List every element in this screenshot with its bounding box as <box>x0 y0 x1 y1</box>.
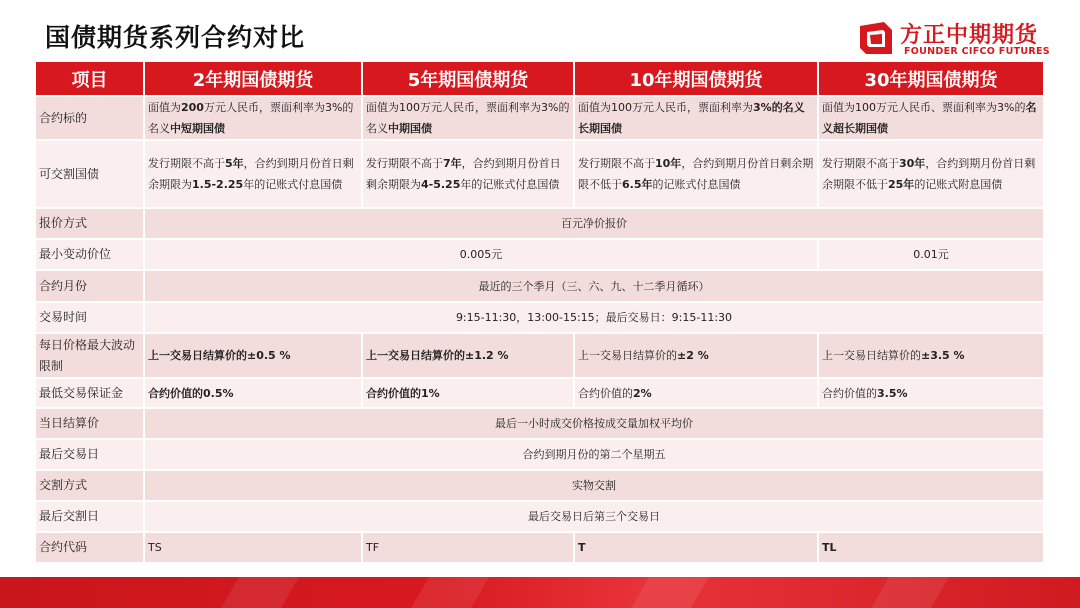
cell-30y: 0.01元 <box>818 239 1044 270</box>
cell-5y: TF <box>362 532 574 562</box>
row-label: 最后交割日 <box>36 501 144 532</box>
header-10y: 10年期国债期货 <box>574 62 818 96</box>
row-label: 最后交易日 <box>36 439 144 470</box>
cell-30y: TL <box>818 532 1044 562</box>
cell-all: 最后一小时成交价格按成交量加权平均价 <box>144 408 1044 439</box>
table-row <box>36 532 1044 562</box>
table-row <box>36 140 1044 208</box>
cell-all: 百元净价报价 <box>144 208 1044 239</box>
cell-10y: T <box>574 532 818 562</box>
cell-5y: 上一交易日结算价的±1.2 % <box>362 333 574 378</box>
row-label: 交割方式 <box>36 470 144 501</box>
cell-2y: TS <box>144 532 362 562</box>
row-label: 合约代码 <box>36 532 144 562</box>
cell-all: 最后交易日后第三个交易日 <box>144 501 1044 532</box>
row-label: 合约月份 <box>36 270 144 302</box>
row-label: 交易时间 <box>36 302 144 333</box>
table-row <box>36 501 1044 532</box>
row-label: 每日价格最大波动限制 <box>36 333 144 378</box>
header-30y: 30年期国债期货 <box>818 62 1044 96</box>
cell-2y-10y: 0.005元 <box>144 239 818 270</box>
row-label: 报价方式 <box>36 208 144 239</box>
cell-10y: 上一交易日结算价的±2 % <box>574 333 818 378</box>
table-row <box>36 96 1044 140</box>
cell-all: 9:15-11:30，13:00-15:15；最后交易日：9:15-11:30 <box>144 302 1044 333</box>
cell-5y: 发行期限不高于7年，合约到期月份首日剩余期限为4-5.25年的记账式付息国债 <box>362 140 574 208</box>
cell-30y: 合约价值的3.5% <box>818 378 1044 408</box>
cell-30y: 上一交易日结算价的±3.5 % <box>818 333 1044 378</box>
cell-2y: 合约价值的0.5% <box>144 378 362 408</box>
cell-all: 合约到期月份的第二个星期五 <box>144 439 1044 470</box>
cell-all: 最近的三个季月（三、六、九、十二季月循环） <box>144 270 1044 302</box>
cell-10y: 面值为100万元人民币，票面利率为3%的名义长期国债 <box>574 96 818 140</box>
row-label: 最低交易保证金 <box>36 378 144 408</box>
contract-comparison-table <box>36 62 1045 562</box>
table-row <box>36 439 1044 470</box>
header-item: 项目 <box>36 62 144 96</box>
row-label: 最小变动价位 <box>36 239 144 270</box>
cell-30y: 面值为100万元人民币、票面利率为3%的名义超长期国债 <box>818 96 1044 140</box>
cell-2y: 上一交易日结算价的±0.5 % <box>144 333 362 378</box>
company-logo <box>858 18 1058 60</box>
table-row <box>36 333 1044 378</box>
cell-2y: 面值为200万元人民币，票面利率为3%的名义中短期国债 <box>144 96 362 140</box>
table-row <box>36 208 1044 239</box>
cell-2y: 发行期限不高于5年，合约到期月份首日剩余期限为1.5-2.25年的记账式付息国债 <box>144 140 362 208</box>
row-label: 当日结算价 <box>36 408 144 439</box>
logo-name-en: FOUNDER CIFCO FUTURES <box>904 46 1050 57</box>
table-row <box>36 408 1044 439</box>
row-label: 可交割国债 <box>36 140 144 208</box>
footer-decorative-bar <box>0 577 1080 608</box>
logo-name-cn: 方正中期期货 <box>900 23 1039 48</box>
table-row <box>36 470 1044 501</box>
page-title: 国债期货系列合约对比 <box>45 23 306 52</box>
cell-10y: 合约价值的2% <box>574 378 818 408</box>
founder-logo-icon <box>858 20 894 56</box>
header-5y: 5年期国债期货 <box>362 62 574 96</box>
table-row <box>36 378 1044 408</box>
cell-30y: 发行期限不高于30年，合约到期月份首日剩余期限不低于25年的记账式附息国债 <box>818 140 1044 208</box>
table-header-row <box>36 62 1044 96</box>
row-label: 合约标的 <box>36 96 144 140</box>
table-row <box>36 302 1044 333</box>
table-row <box>36 270 1044 302</box>
cell-10y: 发行期限不高于10年，合约到期月份首日剩余期限不低于6.5年的记账式付息国债 <box>574 140 818 208</box>
table-row <box>36 239 1044 270</box>
cell-5y: 合约价值的1% <box>362 378 574 408</box>
cell-all: 实物交割 <box>144 470 1044 501</box>
header-2y: 2年期国债期货 <box>144 62 362 96</box>
cell-5y: 面值为100万元人民币，票面利率为3%的名义中期国债 <box>362 96 574 140</box>
